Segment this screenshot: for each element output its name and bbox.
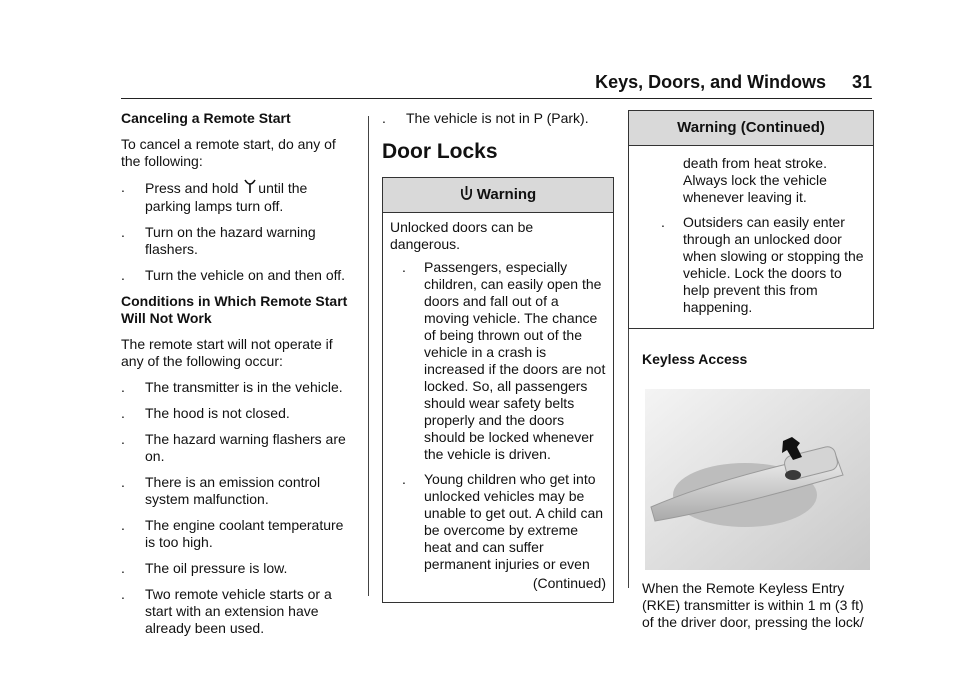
list-item: . The engine coolant temperature is too high. — [121, 517, 344, 550]
cancel-item-post: until the parking lamps turn off. — [145, 180, 308, 214]
warning-continued-text: death from heat stroke. Always lock the vehicle whenever leaving it. — [683, 155, 827, 205]
warning-body — [629, 146, 873, 328]
cancel-intro: To cancel a remote start, do any of the following: — [121, 136, 336, 169]
warning-intro: Unlocked doors can be dangerous. — [390, 219, 534, 252]
canceling-remote-start-heading: Canceling a Remote Start — [121, 110, 291, 126]
column-1 — [121, 110, 353, 646]
column-divider-1 — [368, 116, 369, 596]
list-item: . Young children who get into unlocked vehicles may be unable to get out. A child can be overcome by extreme heat and can suffer permanent injuries or even — [402, 471, 604, 572]
list-item: . The vehicle is not in P (Park). — [382, 110, 589, 126]
list-item: . The transmitter is in the vehicle. — [121, 379, 343, 395]
list-item: . The oil pressure is low. — [121, 560, 288, 576]
header-rule — [121, 98, 872, 99]
door-handle-image — [645, 389, 870, 570]
warning-header: Warning (Continued) — [629, 111, 873, 146]
column-3 — [628, 110, 874, 640]
list-item: . The hood is not closed. — [121, 405, 290, 421]
door-locks-title: Door Locks — [382, 140, 498, 163]
conditions-intro: The remote start will not operate if any of the following occur: — [121, 336, 333, 369]
warning-body — [383, 213, 613, 602]
bullet: . — [121, 179, 125, 195]
keyless-access-body: When the Remote Keyless Entry (RKE) transmitter is within 1 m (3 ft) of the driver door, pressing the lock/ — [642, 580, 864, 630]
warning-title: Warning — [476, 186, 537, 203]
remote-start-icon — [244, 179, 256, 198]
list-item — [121, 179, 353, 215]
cancel-item-pre: Press and hold — [145, 180, 239, 196]
list-item: . Outsiders can easily enter through an unlocked door when slowing or stopping the vehicle. Lock the doors to help prevent this from happening. — [661, 214, 864, 315]
section-title: Keys, Doors, and Windows — [595, 72, 826, 92]
warning-header — [383, 178, 613, 213]
conditions-heading: Conditions in Which Remote Start Will Not Work — [121, 293, 348, 326]
page-header — [595, 72, 872, 93]
warning-box — [382, 177, 614, 603]
list-item: . Turn the vehicle on and then off. — [121, 267, 346, 283]
column-2 — [382, 110, 614, 603]
list-item: . Passengers, especially children, can easily open the doors and fall out of a moving vehicle. The chance of being thrown out of the vehicle in a crash is increased if the doors are not locked. So, all passengers should wear safety belts properly and the doors should be locked whenever the vehicle is driven. — [402, 259, 606, 462]
warning-box-continued — [628, 110, 874, 329]
list-item: . Turn on the hazard warning flashers. — [121, 224, 316, 257]
list-item: . There is an emission control system malfunction. — [121, 474, 321, 507]
list-item: . The hazard warning flashers are on. — [121, 431, 346, 464]
page-number: 31 — [851, 72, 872, 92]
warning-icon — [460, 180, 473, 214]
continued-label: (Continued) — [532, 575, 606, 591]
keyless-access-heading: Keyless Access — [642, 351, 748, 367]
list-item: . Two remote vehicle starts or a start with an extension have already been used. — [121, 586, 332, 636]
